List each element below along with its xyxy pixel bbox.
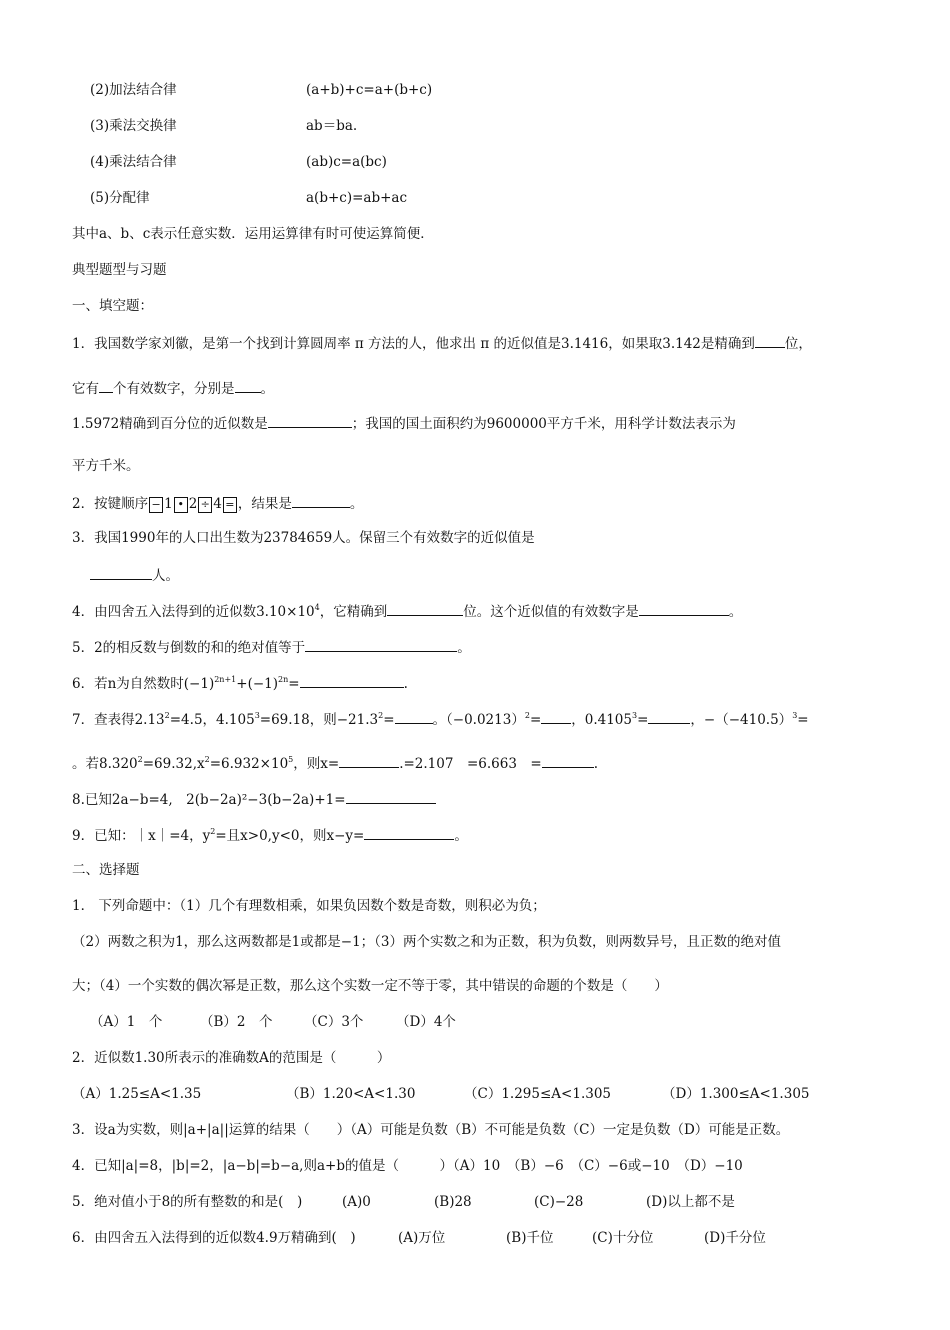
question-text: .=2.107 =6.663 = (399, 756, 542, 772)
option-a[interactable]: (A)万位 (398, 1230, 446, 1246)
question-text: ，结果是 (237, 496, 292, 512)
question-1 (72, 332, 812, 354)
option-b[interactable]: (B)千位 (506, 1230, 554, 1246)
choice-question-1-cont: 大；（4）一个实数的偶次幂是正数，那么这个实数一定不等于零，其中错误的命题的个数是（ ） (72, 978, 668, 994)
question-text: =且x>0,y<0，则x−y= (215, 828, 365, 844)
question-text: 位。这个近似值的有效数字是 (463, 604, 639, 620)
exponent: 2 (378, 711, 384, 720)
answer-blank[interactable] (300, 672, 404, 688)
option-b[interactable]: （B）1.20<A<1.30 (286, 1086, 416, 1102)
question-text: = (288, 676, 300, 692)
question-text: =4.5，4.105 (169, 712, 255, 728)
answer-blank[interactable] (395, 708, 433, 724)
question-3-cont (90, 564, 179, 586)
exponent: 2n (278, 675, 289, 684)
choice-question-1: 1． 下列命题中：（1）几个有理数相乘，如果负因数个数是奇数，则积必为负； (72, 898, 546, 914)
law-item (90, 188, 408, 208)
question-text: . (403, 676, 408, 692)
question-text: 5．2的相反数与倒数的和的绝对值等于 (72, 640, 306, 656)
question-5 (72, 636, 471, 658)
law-item (90, 116, 358, 136)
question-8 (72, 788, 436, 810)
exponent: 3 (632, 711, 638, 720)
question-4 (72, 600, 742, 622)
option-d[interactable]: (D)以上都不是 (646, 1194, 735, 1210)
key-equals: = (223, 497, 237, 513)
question-1b (72, 412, 736, 434)
choice-question-1-cont: （2）两数之积为1，那么这两数都是1或都是−1；（3）两个实数之和为正数，积为负数，则两数异号，且正数的绝对值 (72, 934, 782, 950)
answer-blank[interactable] (339, 752, 399, 768)
question-text: ；我国的国土面积约为9600000平方千米，用科学计数法表示为 (351, 416, 736, 432)
section-title: 典型题型与习题 (72, 262, 167, 278)
answer-blank[interactable] (541, 708, 571, 724)
law-label: (3)乘法交换律 (90, 118, 177, 134)
question-text: 2．按键顺序 (72, 496, 149, 512)
law-item (90, 80, 433, 100)
option-d[interactable]: （D）1.300≤A<1.305 (662, 1086, 810, 1102)
question-text: ，−（−410.5） (690, 712, 793, 728)
question-6 (72, 672, 408, 694)
choice-options (90, 1012, 456, 1032)
key-point: • (174, 497, 188, 513)
answer-blank[interactable] (235, 377, 261, 393)
option-c[interactable]: （C）3个 (304, 1014, 364, 1030)
question-text: 。 (454, 828, 468, 844)
exponent: 2 (524, 711, 530, 720)
option-a[interactable]: （A）1.25≤A<1.35 (72, 1086, 202, 1102)
choice-options (72, 1084, 810, 1104)
option-d[interactable]: (D)千分位 (704, 1230, 766, 1246)
question-text: = (637, 712, 649, 728)
question-text: ，它精确到 (319, 604, 388, 620)
question-7-cont (72, 752, 598, 774)
question-text: = (529, 712, 542, 728)
exponent: 2 (210, 827, 216, 836)
key-divide: ÷ (198, 497, 212, 513)
key-digit: 4 (213, 496, 222, 512)
answer-blank[interactable] (292, 492, 350, 508)
question-text: 6．若n为自然数时(−1) (72, 676, 215, 692)
exponent: 4 (314, 603, 320, 612)
question-text: 4．由四舍五入法得到的近似数3.10×10 (72, 604, 315, 620)
question-9 (72, 824, 468, 846)
question-1b-cont: 平方千米。 (72, 458, 140, 474)
law-formula: (ab)c=a(bc) (306, 154, 387, 170)
option-b[interactable]: （B）2 个 (200, 1014, 273, 1030)
answer-blank[interactable] (305, 636, 457, 652)
exponent: 5 (288, 755, 294, 764)
law-label: (5)分配律 (90, 190, 150, 206)
answer-blank[interactable] (387, 600, 463, 616)
question-text: 位， (784, 336, 812, 352)
option-c[interactable]: (C)十分位 (592, 1230, 654, 1246)
question-text: 5．绝对值小于8的所有整数的和是( ) (72, 1194, 303, 1210)
law-formula: a(b+c)=ab+ac (306, 190, 408, 206)
choice-question-2: 2．近似数1.30所表示的准确数A的范围是（ ） (72, 1050, 391, 1066)
answer-blank[interactable] (364, 824, 454, 840)
question-text: ，则x= (293, 756, 340, 772)
answer-blank[interactable] (542, 752, 594, 768)
answer-blank[interactable] (90, 564, 152, 580)
option-a[interactable]: (A)0 (342, 1194, 371, 1210)
question-text: 人。 (152, 568, 179, 584)
question-text: 。 (728, 604, 743, 620)
question-3: 3．我国1990年的人口出生数为23784659人。保留三个有效数字的近似值是 (72, 530, 535, 546)
question-text: 。 (457, 640, 471, 656)
question-text: 它有 (72, 381, 99, 397)
law-label: (2)加法结合律 (90, 82, 177, 98)
option-b[interactable]: (B)28 (434, 1194, 472, 1210)
question-text: = (383, 712, 395, 728)
option-d[interactable]: （D）4个 (396, 1014, 456, 1030)
question-text: = (797, 712, 809, 728)
key-minus: − (149, 497, 163, 513)
choice-heading: 二、选择题 (72, 862, 140, 878)
exponent: 3 (254, 711, 260, 720)
option-a[interactable]: （A）1 个 (90, 1014, 163, 1030)
question-text: 。（−0.0213） (432, 712, 525, 728)
exponent: 3 (792, 711, 798, 720)
exponent: 2 (137, 755, 143, 764)
exponent: 2 (164, 711, 170, 720)
question-7 (72, 708, 809, 730)
law-formula: ab＝ba. (306, 118, 358, 134)
question-text: ，0.4105 (571, 712, 632, 728)
choice-question-5 (72, 1192, 735, 1212)
key-digit: 2 (188, 496, 198, 512)
question-text: =69.32,x (142, 756, 205, 772)
answer-blank[interactable] (346, 788, 436, 804)
answer-blank[interactable] (268, 412, 352, 428)
answer-blank[interactable] (648, 708, 690, 724)
question-text: =6.932×10 (209, 756, 289, 772)
option-c[interactable]: （C）1.295≤A<1.305 (464, 1086, 611, 1102)
question-text: +(−1) (236, 676, 279, 692)
option-c[interactable]: (C)−28 (534, 1194, 584, 1210)
law-note: 其中a、b、c表示任意实数．运用运算律有时可使运算简便． (72, 226, 434, 242)
question-1-cont (72, 377, 274, 399)
exponent: 2 (204, 755, 210, 764)
question-text: 9．已知：｜x｜=4，y (72, 828, 211, 844)
answer-blank[interactable] (99, 377, 113, 393)
question-2 (72, 492, 363, 514)
key-digit: 1 (164, 496, 173, 512)
choice-question-6 (72, 1228, 766, 1248)
question-text: 8.已知2a−b=4, 2(b−2a)²−3(b−2a)+1= (72, 792, 346, 808)
choice-question-4: 4．已知|a|=8，|b|=2，|a−b|=b−a,则a+b的值是（ ）（A）10 （B）−6 （C）−6或−10 （D）−10 (72, 1158, 743, 1174)
choice-question-3: 3．设a为实数，则|a+|a||运算的结果（ ）（A）可能是负数（B）不可能是负数（C）一定是负数（D）可能是正数。 (72, 1122, 790, 1138)
fill-heading: 一、填空题： (72, 298, 153, 314)
question-text: . (593, 756, 599, 772)
question-text: 1．我国数学家刘徽，是第一个找到计算圆周率 π 方法的人，他求出 π 的近似值是3.1416，如果取3.142是精确到 (72, 336, 755, 352)
question-text: 。 (349, 496, 364, 512)
question-text: 1.5972精确到百分位的近似数是 (72, 416, 268, 432)
answer-blank[interactable] (639, 600, 729, 616)
question-text: 6．由四舍五入法得到的近似数4.9万精确到( ) (72, 1230, 356, 1246)
answer-blank[interactable] (755, 332, 785, 348)
law-formula: (a+b)+c=a+(b+c) (306, 82, 433, 98)
law-item (90, 152, 387, 172)
question-text: 。 (260, 381, 274, 397)
exponent: 2n+1 (214, 675, 237, 684)
question-text: 个有效数字，分别是 (113, 381, 235, 397)
question-text: 7．查表得2.13 (72, 712, 165, 728)
question-text: =69.18，则−21.3 (259, 712, 379, 728)
law-label: (4)乘法结合律 (90, 154, 177, 170)
question-text: 。若8.320 (72, 756, 138, 772)
